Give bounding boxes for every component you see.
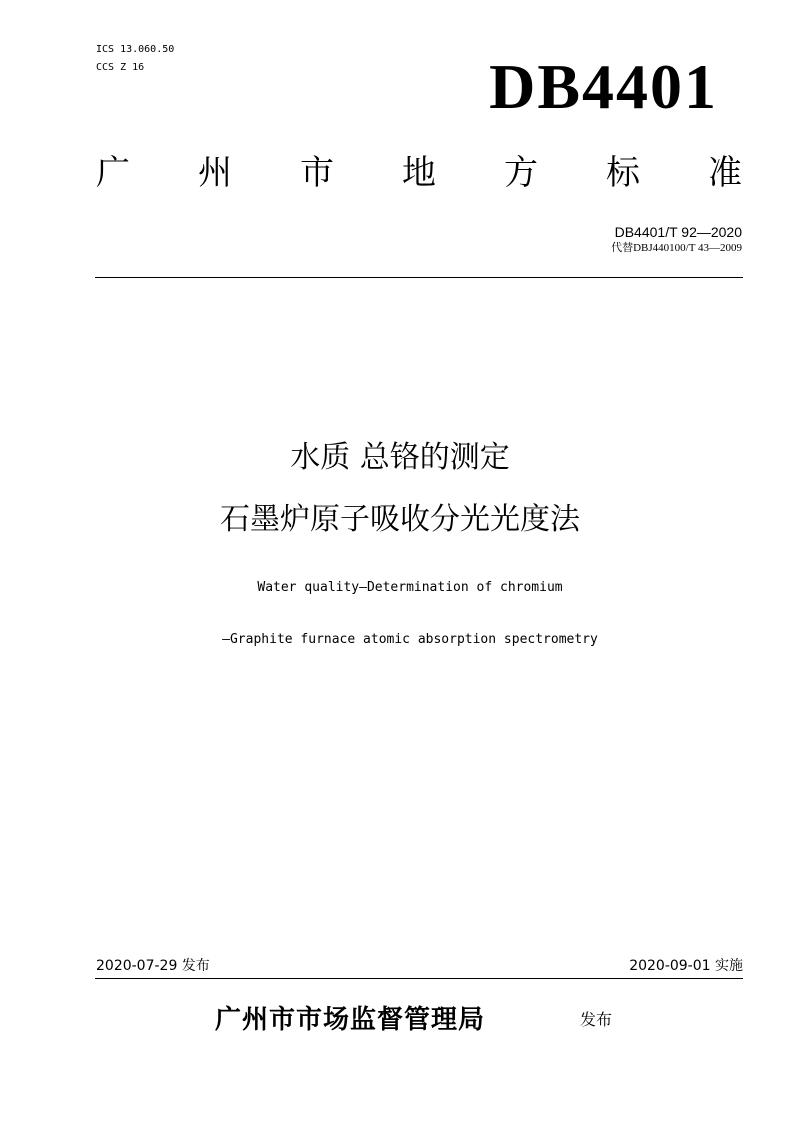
- footer-divider: [95, 978, 743, 979]
- implementation-date: 2020-09-01 实施: [629, 958, 743, 974]
- replaced-standard: 代替DBJ440100/T 43—2009: [611, 242, 742, 254]
- chinese-title-line-2: 石墨炉原子吸收分光光度法: [220, 502, 580, 537]
- standard-code-logo: DB4401: [489, 51, 718, 122]
- standard-type-char: 方: [504, 152, 538, 193]
- standard-type-char: 标: [606, 152, 640, 193]
- standard-type-title: [96, 144, 742, 194]
- ics-code: ICS 13.060.50: [96, 44, 175, 55]
- ccs-code: CCS Z 16: [96, 62, 145, 73]
- header-divider: [95, 277, 743, 278]
- standard-number-block: [611, 224, 742, 255]
- standard-type-char: 广: [96, 152, 130, 193]
- english-title-line-2: —Graphite furnace atomic absorption spectrometry: [222, 632, 598, 647]
- standard-type-char: 市: [300, 152, 334, 193]
- issue-label: 发布: [580, 1010, 613, 1029]
- issuing-authority: 广州市市场监督管理局: [215, 1005, 486, 1035]
- issue-date: 2020-07-29 发布: [96, 958, 210, 974]
- standard-type-char: 准: [708, 152, 742, 193]
- standard-number: DB4401/T 92—2020: [614, 224, 742, 240]
- standard-type-char: 州: [198, 152, 232, 193]
- standard-type-char: 地: [402, 152, 436, 193]
- chinese-title-line-1: 水质 总铬的测定: [290, 440, 510, 475]
- classification-codes: [96, 41, 174, 77]
- english-title-line-1: Water quality—Determination of chromium: [257, 580, 563, 595]
